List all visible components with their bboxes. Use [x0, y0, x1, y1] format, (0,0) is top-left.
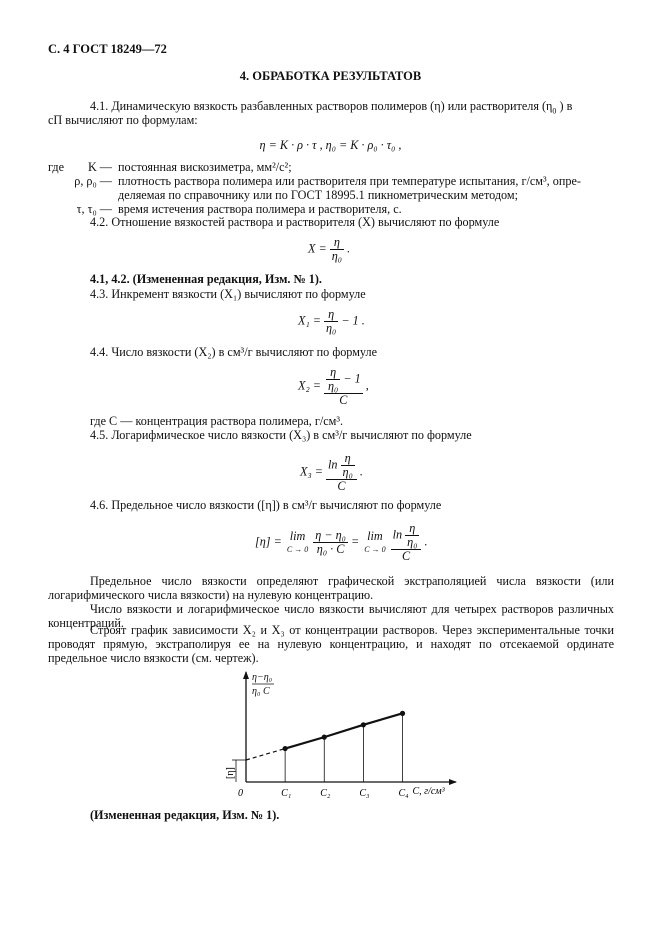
f6-lim: lim	[367, 528, 383, 543]
formula-x: X = $\frac{\eta}{\text{η₀}}$ .	[308, 235, 351, 263]
formula-x3: X₃ = ln $\frac{\eta}{\text{η₀}}$ C .	[300, 451, 363, 493]
formula-x1	[298, 308, 365, 335]
f6-lim-sub: C → 0	[286, 544, 309, 554]
f6-lhs: [η] =	[255, 534, 282, 549]
f5-numerator	[326, 452, 357, 480]
where-list	[48, 160, 608, 216]
paragraph-graph: Строят график зависимости X₂ и X₃ от концентрации растворов. Через экспериментальные точки проводят прямую, экстраполируя ее на нулевую концентрацию, и находят по отсекаемой ординате предельное число вязкости (см. чертеж).	[48, 623, 614, 665]
f6-fraction-2	[391, 522, 422, 563]
data-point	[400, 711, 405, 716]
where-text: время истечения раствора полимера и растворителя, с.	[118, 202, 402, 216]
f2-lhs: X =	[308, 241, 327, 256]
f5-num: η	[341, 452, 355, 466]
f2-num: η	[330, 236, 344, 250]
f5-fraction	[326, 452, 357, 493]
f6-num-2: η	[405, 522, 419, 536]
f6-eq: =	[350, 534, 360, 549]
page-header: С. 4 ГОСТ 18249—72	[48, 42, 167, 56]
y-axis-arrow	[243, 671, 249, 679]
f3-fraction	[324, 308, 338, 335]
where-text: плотность раствора полимера или растворителя при температуре испытания, г/см³, опре-	[118, 174, 581, 188]
f4-fraction	[324, 366, 363, 407]
f3-tail: − 1 .	[341, 313, 365, 328]
f2-fraction	[330, 236, 344, 263]
paragraph-four-solutions: Число вязкости и логарифмическое число вязкости вычисляют для четырех растворов различных концентраций.	[48, 602, 614, 630]
f3-lhs: X₁ =	[298, 313, 321, 328]
paragraph-4-6: 4.6. Предельное число вязкости ([η]) в см³/г вычисляют по формуле	[90, 498, 442, 512]
f6-ln: ln	[392, 527, 403, 542]
formula-limit: [η] = lim C → 0 $\frac{\text{η − η₀}}{\text{η₀ · C}}$ = lim C → 0 ln $\frac{\eta}{\text{η₀}}$ C .	[255, 521, 428, 563]
where-label: где	[48, 160, 65, 174]
x-tick-label: C₄	[398, 788, 409, 799]
f4-num-tail: − 1	[343, 371, 361, 386]
f4-where: где C — концентрация раствора полимера, г/см³.	[90, 414, 344, 428]
origin-label: 0	[238, 788, 243, 799]
f6-lim-sub: C → 0	[364, 544, 386, 554]
section-title: 4. ОБРАБОТКА РЕЗУЛЬТАТОВ	[239, 69, 422, 83]
data-point	[361, 722, 366, 727]
paragraph-4-5: 4.5. Логарифмическое число вязкости (X₃) в см³/г вычисляют по формуле	[90, 428, 472, 442]
data-point	[283, 746, 288, 751]
amendment-1-text: 4.1, 4.2. (Измененная редакция, Изм. № 1).	[90, 272, 322, 286]
extrapolation-line	[246, 749, 285, 760]
f4-den: C	[339, 393, 348, 407]
paragraph-4-1: 4.1. Динамическую вязкость разбавленных растворов полимеров (η) или растворителя ($\eta_0$ ) в	[90, 99, 573, 116]
f6-den-2: η₀	[407, 535, 418, 549]
f6-numerator-2	[391, 522, 422, 550]
f6-num-1: η − η₀	[315, 528, 346, 542]
paragraph-extrapolation: Предельное число вязкости определяют графической экстраполяцией числа вязкости (или логарифмического числа вязкости) на нулевую концентрацию.	[48, 574, 614, 602]
f4-num-b: η₀	[328, 379, 339, 393]
f3-den: η₀	[326, 321, 337, 335]
f5-den-inner: η₀	[342, 465, 353, 479]
where-sym: K —	[87, 160, 112, 174]
where-text: деляемая по справочнику или по ГОСТ 18995.1 пикнометрическим методом;	[118, 188, 519, 202]
x-axis-arrow	[449, 779, 457, 785]
f6-den-3: C	[401, 549, 411, 563]
data-point	[322, 735, 327, 740]
paragraph-4-4: 4.4. Число вязкости (X₂) в см³/г вычисляют по формуле	[90, 345, 377, 359]
where-sym: ρ, ρ₀ —	[74, 174, 112, 188]
series-line	[285, 713, 402, 748]
f6-lim-2	[362, 530, 387, 556]
f2-den: η₀	[331, 249, 343, 263]
f5-lhs: X₃ =	[300, 464, 323, 479]
y-axis-label-den: η₀ C	[252, 686, 270, 697]
f6-lim-1	[285, 530, 310, 556]
paragraph-4-2: 4.2. Отношение вязкостей раствора и растворителя (X) вычисляют по формуле	[90, 215, 500, 229]
p41-text-b: ) в	[559, 99, 573, 113]
formula-viscosity: η = K · ρ · τ , η₀ = K · ρ₀ · τ₀ ,	[259, 138, 402, 152]
f6-lim: lim	[289, 528, 306, 543]
f4-num-a: η	[326, 366, 340, 380]
y-axis-label-num: η−η₀	[252, 672, 273, 683]
intercept-label: [η]	[225, 767, 236, 779]
where-sym: τ, τ₀ —	[76, 202, 112, 216]
where-text: постоянная вискозиметра, мм²/с²;	[118, 160, 292, 174]
amendment-2: (Измененная редакция, Изм. № 1).	[90, 808, 280, 822]
f6-fraction-1	[313, 529, 348, 556]
f3-num: η	[324, 308, 338, 322]
x-tick-label: C₂	[320, 788, 331, 799]
viscosity-chart	[200, 668, 460, 810]
f4-numerator	[324, 366, 363, 394]
x-tick-label: C₃	[359, 788, 370, 799]
f5-den: C	[337, 479, 346, 493]
f6-den-1: η₀ · C	[316, 542, 345, 556]
paragraph-4-3: 4.3. Инкремент вязкости (X₁) вычисляют по формуле	[90, 287, 366, 301]
x-tick-label: C₁	[281, 788, 292, 799]
f5-ln: ln	[328, 457, 338, 472]
amendment-1	[90, 272, 322, 287]
formula-x2: X₂ = $\frac{\eta}{\text{η₀}}$ − 1 C ,	[298, 365, 369, 407]
x-axis-label: C, г/см³	[412, 786, 445, 797]
paragraph-4-1-cont: сП вычисляют по формулам:	[48, 113, 198, 127]
f4-lhs: X₂ =	[298, 378, 321, 393]
p41-text-a: 4.1. Динамическую вязкость разбавленных растворов полимеров (η) или растворителя (η	[90, 99, 553, 113]
